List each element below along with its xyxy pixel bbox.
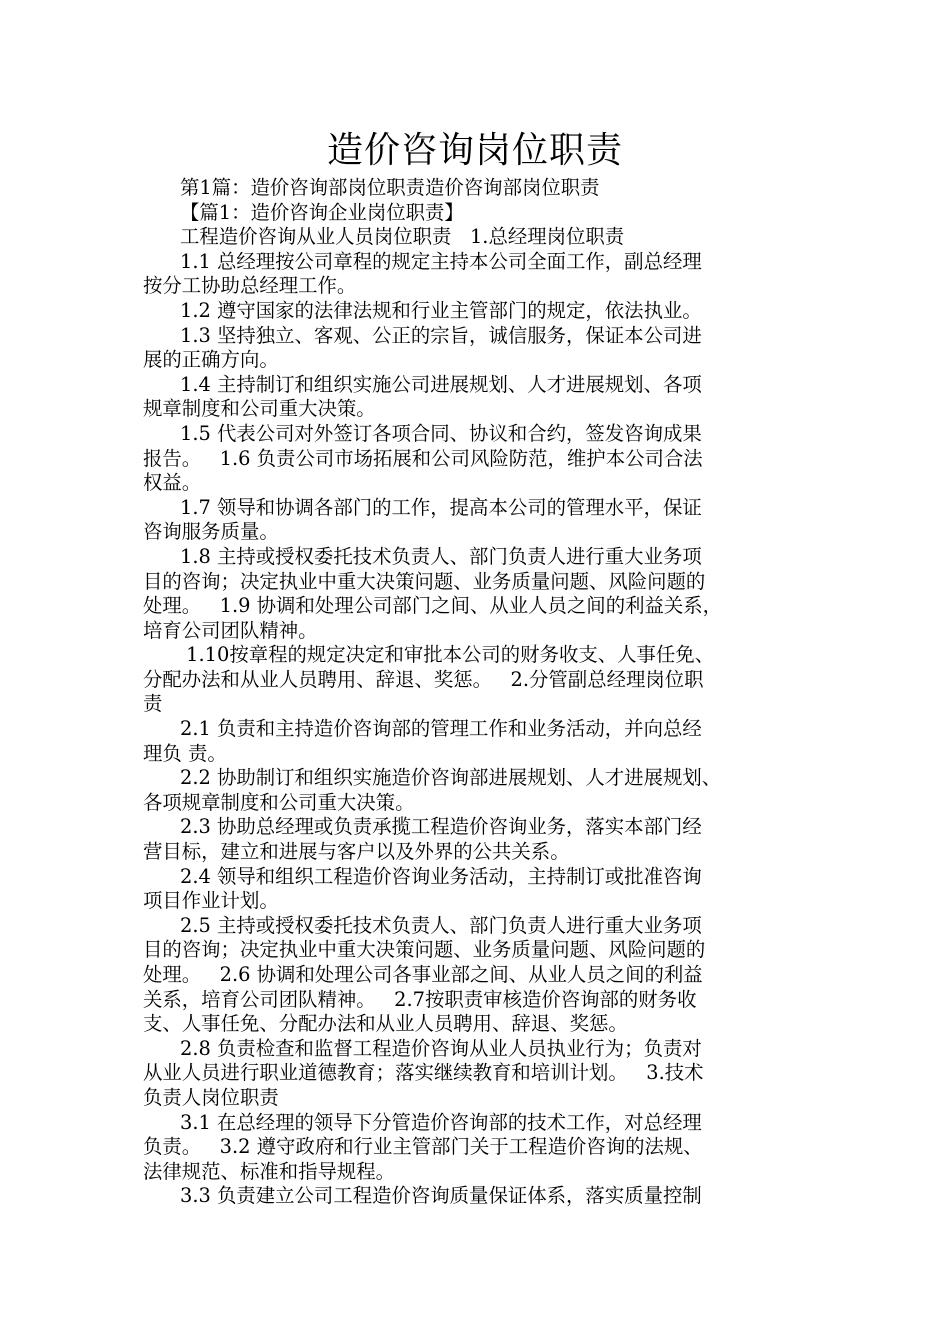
body-line: 3.1 在总经理的领导下分管造价咨询部的技术工作，对总经理 (143, 1110, 702, 1134)
body-line: 1.3 坚持独立、客观、公正的宗旨，诚信服务，保证本公司进 (143, 323, 702, 347)
body-line: 法律规范、标准和指导规程。 (143, 1159, 396, 1183)
body-line: 工程造价咨询从业人员岗位职责 1.总经理岗位职责 (143, 225, 625, 249)
body-line: 负责人岗位职责 (143, 1085, 279, 1109)
body-line: 处理。 1.9 协调和处理公司部门之间、从业人员之间的利益关系， (143, 594, 723, 618)
body-line: 咨询服务质量。 (143, 520, 279, 544)
body-line: 目的咨询；决定执业中重大决策问题、业务质量问题、风险问题的 (143, 938, 706, 962)
body-line: 2.2 协助制订和组织实施造价咨询部进展规划、人才进展规划、 (143, 766, 722, 790)
body-line: 2.3 协助总经理或负责承揽工程造价咨询业务，落实本部门经 (143, 815, 702, 839)
body-line: 培育公司团队精神。 (143, 618, 318, 642)
body-line: 项目作业计划。 (143, 889, 279, 913)
body-line: 2.5 主持或授权委托技术负责人、部门负责人进行重大业务项 (143, 913, 702, 937)
body-line: 按分工协助总经理工作。 (143, 274, 357, 298)
body-line: 第1篇：造价咨询部岗位职责造价咨询部岗位职责 (143, 176, 600, 199)
body-line: 规章制度和公司重大决策。 (143, 397, 376, 421)
body-line: 2.8 负责检查和监督工程造价咨询从业人员执业行为；负责对 (143, 1036, 702, 1060)
body-line: 责 (143, 692, 163, 716)
body-line: 报告。 1.6 负责公司市场拓展和公司风险防范，维护本公司合法 (143, 446, 703, 470)
body-line: 【篇1：造价咨询企业岗位职责】 (143, 200, 464, 224)
body-line: 处理。 2.6 协调和处理公司各事业部之间、从业人员之间的利益 (143, 963, 703, 986)
body-line: 权益。 (143, 471, 202, 495)
body-line: 1.2 遵守国家的法律法规和行业主管部门的规定，依法执业。 (143, 298, 702, 322)
body-line: 1.10按章程的规定决定和审批本公司的财务收支、人事任免、 (143, 643, 715, 667)
document-body (143, 176, 833, 1209)
body-line: 3.3 负责建立公司工程造价咨询质量保证体系，落实质量控制 (143, 1184, 702, 1208)
body-line: 1.8 主持或授权委托技术负责人、部门负责人进行重大业务项 (143, 544, 702, 568)
body-line: 1.4 主持制订和组织实施公司进展规划、人才进展规划、各项 (143, 372, 702, 396)
body-line: 目的咨询；决定执业中重大决策问题、业务质量问题、风险问题的 (143, 569, 706, 593)
body-line: 1.5 代表公司对外签订各项合同、协议和合约，签发咨询成果 (143, 421, 702, 445)
body-line: 展的正确方向。 (143, 348, 279, 372)
body-line: 各项规章制度和公司重大决策。 (143, 790, 415, 814)
body-line: 1.1 总经理按公司章程的规定主持本公司全面工作，副总经理 (143, 249, 702, 273)
body-line: 从业人员进行职业道德教育；落实继续教育和培训计划。 3.技术 (143, 1061, 704, 1085)
body-line: 分配办法和从业人员聘用、辞退、奖惩。 2.分管副总经理岗位职 (143, 667, 704, 691)
body-line: 支、人事任免、分配办法和从业人员聘用、辞退、奖惩。 (143, 1012, 628, 1036)
body-line: 2.1 负责和主持造价咨询部的管理工作和业务活动，并向总经 (143, 717, 702, 741)
body-line: 负责。 3.2 遵守政府和行业主管部门关于工程造价咨询的法规、 (143, 1135, 703, 1159)
body-line: 理负 责。 (143, 741, 227, 765)
body-line: 1.7 领导和协调各部门的工作，提高本公司的管理水平，保证 (143, 495, 702, 519)
document-title: 造价咨询岗位职责 (326, 130, 623, 171)
body-line: 2.4 领导和组织工程造价咨询业务活动，主持制订或批准咨询 (143, 864, 702, 888)
body-line: 营目标，建立和进展与客户以及外界的公共关系。 (143, 840, 570, 864)
body-line: 关系，培育公司团队精神。 2.7按职责审核造价咨询部的财务收 (143, 987, 697, 1011)
